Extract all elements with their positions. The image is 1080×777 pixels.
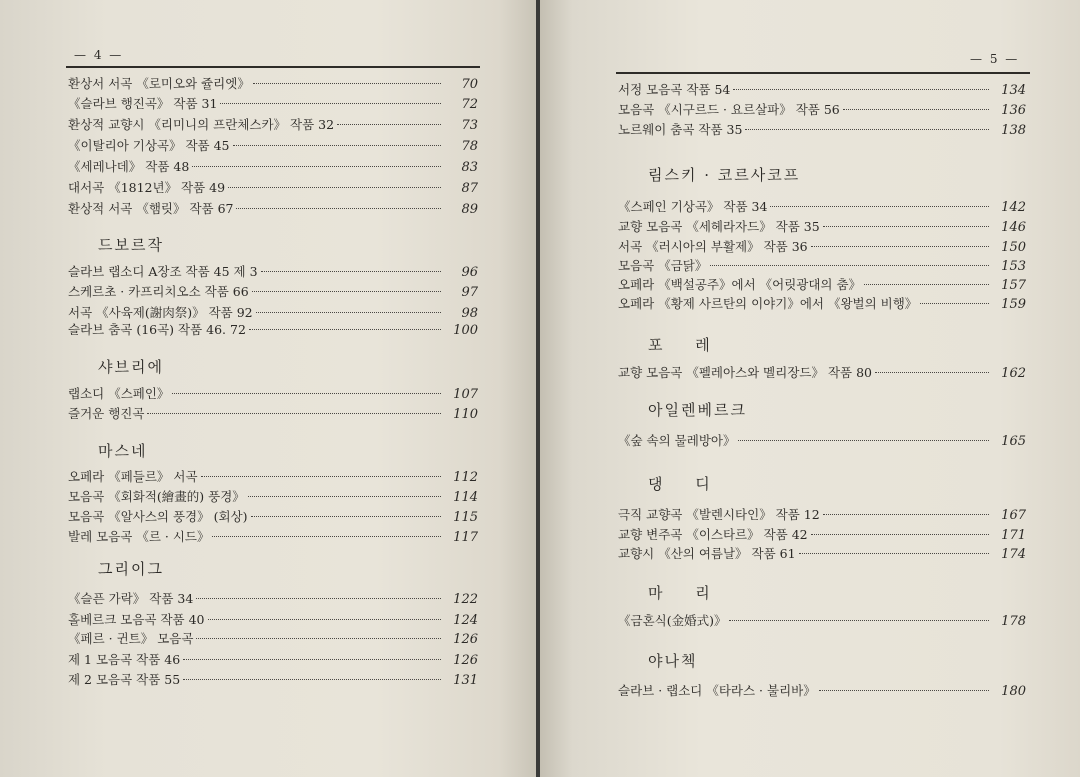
entry-title: 노르웨이 춤곡 작품 35 bbox=[618, 122, 743, 137]
toc-entry[interactable] bbox=[68, 527, 478, 547]
entry-page: 89 bbox=[461, 202, 478, 217]
entry-title: 《세레나데》 작품 48 bbox=[68, 159, 190, 174]
entry-page: 150 bbox=[1001, 240, 1026, 255]
entry-page: 107 bbox=[453, 387, 478, 402]
entry-title: 서곡 《러시아의 부활제》 작품 36 bbox=[618, 239, 808, 254]
toc-entry[interactable] bbox=[68, 262, 478, 282]
dot-leader bbox=[147, 413, 441, 414]
composer-heading: 아일렌베르크 bbox=[648, 401, 747, 419]
toc-entry[interactable] bbox=[68, 157, 478, 177]
toc-entry[interactable] bbox=[618, 256, 1026, 276]
dot-leader bbox=[220, 103, 441, 104]
entry-page: 178 bbox=[1001, 614, 1026, 629]
toc-entry[interactable] bbox=[68, 115, 478, 135]
entry-title: 모음곡 《회화적(繪畫的) 풍경》 bbox=[68, 489, 245, 504]
dot-leader bbox=[212, 536, 441, 537]
entry-page: 115 bbox=[453, 510, 478, 525]
dot-leader bbox=[208, 619, 441, 620]
toc-entry[interactable] bbox=[68, 320, 478, 340]
page-number: — 5 — bbox=[970, 52, 1020, 66]
entry-page: 124 bbox=[453, 613, 478, 628]
entry-page: 73 bbox=[461, 118, 478, 133]
toc-entry[interactable] bbox=[68, 384, 478, 404]
entry-page: 142 bbox=[1001, 200, 1026, 215]
composer-heading: 댕 디 bbox=[648, 475, 724, 493]
entry-title: 교향시 《산의 여름날》 작품 61 bbox=[618, 546, 796, 561]
entry-page: 146 bbox=[1001, 220, 1026, 235]
dot-leader bbox=[770, 206, 989, 207]
dot-leader bbox=[251, 516, 442, 517]
dot-leader bbox=[823, 514, 989, 515]
toc-entry[interactable] bbox=[618, 275, 1026, 295]
entry-page: 70 bbox=[461, 77, 478, 92]
toc-entry[interactable] bbox=[68, 589, 478, 609]
dot-leader bbox=[710, 265, 989, 266]
entry-title: 슬라브 · 랩소디 《타라스 · 불리바》 bbox=[618, 683, 816, 698]
entry-page: 83 bbox=[461, 160, 478, 175]
entry-title: 환상서 서곡 《로미오와 쥴리엣》 bbox=[68, 76, 250, 91]
dot-leader bbox=[192, 166, 441, 167]
entry-title: 《슬픈 가락》 작품 34 bbox=[68, 591, 194, 606]
toc-entry[interactable] bbox=[618, 611, 1026, 631]
right-page bbox=[540, 0, 1080, 777]
page-number: — 4 — bbox=[74, 48, 124, 62]
toc-entry[interactable] bbox=[68, 404, 478, 424]
dot-leader bbox=[228, 187, 441, 188]
entry-title: 홀베르크 모음곡 작품 40 bbox=[68, 612, 205, 627]
entry-page: 134 bbox=[1001, 83, 1026, 98]
entry-title: 환상적 서곡 《햄릿》 작품 67 bbox=[68, 201, 234, 216]
entry-page: 126 bbox=[453, 632, 478, 647]
toc-entry[interactable] bbox=[618, 431, 1026, 451]
entry-page: 162 bbox=[1001, 366, 1026, 381]
toc-entry[interactable] bbox=[68, 507, 478, 527]
toc-entry[interactable] bbox=[618, 120, 1026, 140]
toc-entry[interactable] bbox=[68, 94, 478, 114]
entry-title: 《숲 속의 물레방아》 bbox=[618, 433, 736, 448]
toc-entry[interactable] bbox=[68, 487, 478, 507]
toc-entry[interactable] bbox=[68, 467, 478, 487]
entry-page: 153 bbox=[1001, 259, 1026, 274]
toc-entry[interactable] bbox=[68, 74, 478, 94]
toc-entry[interactable] bbox=[68, 650, 478, 670]
entry-page: 97 bbox=[461, 285, 478, 300]
dot-leader bbox=[920, 303, 989, 304]
toc-entry[interactable] bbox=[68, 136, 478, 156]
dot-leader bbox=[799, 553, 989, 554]
dot-leader bbox=[823, 226, 989, 227]
entry-page: 167 bbox=[1001, 508, 1026, 523]
dot-leader bbox=[864, 284, 989, 285]
entry-title: 오페라 《황제 사르탄의 이야기》에서 《왕벌의 비행》 bbox=[618, 296, 918, 311]
entry-title: 랩소디 《스페인》 bbox=[68, 386, 170, 401]
entry-page: 100 bbox=[453, 323, 478, 338]
toc-entry[interactable] bbox=[618, 525, 1026, 545]
composer-heading: 야나첵 bbox=[648, 652, 698, 670]
dot-leader bbox=[183, 679, 441, 680]
entry-title: 《페르 · 귄트》 모음곡 bbox=[68, 631, 194, 646]
entry-title: 환상적 교향시 《리미니의 프란체스카》 작품 32 bbox=[68, 117, 335, 132]
entry-title: 《슬라브 행진곡》 작품 31 bbox=[68, 96, 218, 111]
dot-leader bbox=[819, 690, 989, 691]
dot-leader bbox=[248, 496, 441, 497]
entry-page: 78 bbox=[461, 139, 478, 154]
entry-title: 《이탈리아 기상곡》 작품 45 bbox=[68, 138, 230, 153]
entry-title: 제 1 모음곡 작품 46 bbox=[68, 652, 181, 667]
composer-heading: 포 레 bbox=[648, 336, 724, 354]
dot-leader bbox=[196, 598, 441, 599]
toc-entry[interactable] bbox=[618, 80, 1026, 100]
entry-title: 교향 모음곡 《펠레아스와 멜리장드》 작품 80 bbox=[618, 365, 872, 380]
entry-title: 모음곡 《알사스의 풍경》 (회상) bbox=[68, 509, 248, 524]
entry-page: 112 bbox=[453, 470, 478, 485]
entry-title: 서곡 《사육제(謝肉祭)》 작품 92 bbox=[68, 305, 253, 320]
dot-leader bbox=[253, 83, 441, 84]
entry-title: 극직 교향곡 《발렌시타인》 작품 12 bbox=[618, 507, 820, 522]
entry-title: 《금혼식(金婚式)》 bbox=[618, 613, 727, 628]
toc-entry[interactable] bbox=[68, 670, 478, 690]
entry-page: 131 bbox=[453, 673, 478, 688]
entry-page: 87 bbox=[461, 181, 478, 196]
composer-heading: 샤브리에 bbox=[98, 358, 164, 376]
entry-title: 슬라브 랩소디 A장조 작품 45 제 3 bbox=[68, 264, 258, 279]
toc-entry[interactable] bbox=[618, 363, 1026, 383]
toc-entry[interactable] bbox=[618, 197, 1026, 217]
entry-page: 180 bbox=[1001, 684, 1026, 699]
entry-title: 모음곡 《금닭》 bbox=[618, 258, 708, 273]
entry-title: 《스페인 기상곡》 작품 34 bbox=[618, 199, 768, 214]
entry-page: 138 bbox=[1001, 123, 1026, 138]
dot-leader bbox=[201, 476, 441, 477]
toc-entry[interactable] bbox=[618, 217, 1026, 237]
dot-leader bbox=[811, 534, 989, 535]
dot-leader bbox=[875, 372, 989, 373]
entry-title: 발레 모음곡 《르 · 시드》 bbox=[68, 529, 210, 544]
dot-leader bbox=[337, 124, 441, 125]
dot-leader bbox=[811, 246, 989, 247]
entry-page: 72 bbox=[461, 97, 478, 112]
toc-entry[interactable] bbox=[618, 505, 1026, 525]
dot-leader bbox=[738, 440, 989, 441]
entry-page: 165 bbox=[1001, 434, 1026, 449]
dot-leader bbox=[236, 208, 441, 209]
dot-leader bbox=[261, 271, 441, 272]
entry-title: 오페라 《페들르》 서곡 bbox=[68, 469, 198, 484]
composer-heading: 드보르작 bbox=[98, 236, 164, 254]
entry-title: 서정 모음곡 작품 54 bbox=[618, 82, 731, 97]
entry-title: 대서곡 《1812년》 작품 49 bbox=[68, 180, 226, 195]
entry-page: 174 bbox=[1001, 547, 1026, 562]
entry-page: 122 bbox=[453, 592, 478, 607]
entry-page: 114 bbox=[453, 490, 478, 505]
composer-heading: 그리이그 bbox=[98, 560, 164, 578]
toc-entry[interactable] bbox=[68, 282, 478, 302]
toc-entry[interactable] bbox=[618, 100, 1026, 120]
entry-title: 교향 모음곡 《세헤라자드》 작품 35 bbox=[618, 219, 820, 234]
entry-title: 모음곡 《시구르드 · 요르살파》 작품 56 bbox=[618, 102, 840, 117]
header-rule bbox=[616, 72, 1030, 74]
entry-title: 제 2 모음곡 작품 55 bbox=[68, 672, 181, 687]
entry-page: 98 bbox=[461, 306, 478, 321]
toc-entry[interactable] bbox=[618, 237, 1026, 257]
entry-page: 159 bbox=[1001, 297, 1026, 312]
entry-title: 스케르초 · 카프리치오소 작품 66 bbox=[68, 284, 249, 299]
dot-leader bbox=[196, 638, 441, 639]
dot-leader bbox=[249, 329, 441, 330]
dot-leader bbox=[843, 109, 989, 110]
entry-page: 96 bbox=[461, 265, 478, 280]
toc-entry[interactable] bbox=[68, 178, 478, 198]
dot-leader bbox=[733, 89, 989, 90]
entry-page: 171 bbox=[1001, 528, 1026, 543]
entry-page: 136 bbox=[1001, 103, 1026, 118]
composer-heading: 마스네 bbox=[98, 442, 148, 460]
entry-page: 157 bbox=[1001, 278, 1026, 293]
toc-entry[interactable] bbox=[618, 544, 1026, 564]
toc-entry[interactable] bbox=[618, 294, 1026, 314]
entry-title: 즐거운 행진곡 bbox=[68, 406, 145, 421]
entry-page: 117 bbox=[453, 530, 478, 545]
composer-heading: 마 리 bbox=[648, 584, 724, 602]
entry-title: 교향 변주곡 《이스타르》 작품 42 bbox=[618, 527, 808, 542]
entry-title: 오페라 《백설공주》에서 《어릿광대의 춤》 bbox=[618, 277, 862, 292]
entry-page: 126 bbox=[453, 653, 478, 668]
dot-leader bbox=[729, 620, 989, 621]
toc-entry[interactable] bbox=[68, 629, 478, 649]
entry-page: 110 bbox=[453, 407, 478, 422]
toc-entry[interactable] bbox=[618, 681, 1026, 701]
entry-title: 슬라브 춤곡 (16곡) 작품 46. 72 bbox=[68, 322, 246, 337]
toc-entry[interactable] bbox=[68, 199, 478, 219]
composer-heading: 림스키 · 코르사코프 bbox=[648, 166, 801, 184]
dot-leader bbox=[183, 659, 441, 660]
toc-entry[interactable] bbox=[68, 610, 478, 630]
dot-leader bbox=[256, 312, 441, 313]
left-page bbox=[0, 0, 536, 777]
dot-leader bbox=[172, 393, 441, 394]
dot-leader bbox=[233, 145, 441, 146]
header-rule bbox=[66, 66, 480, 68]
dot-leader bbox=[252, 291, 441, 292]
dot-leader bbox=[745, 129, 989, 130]
